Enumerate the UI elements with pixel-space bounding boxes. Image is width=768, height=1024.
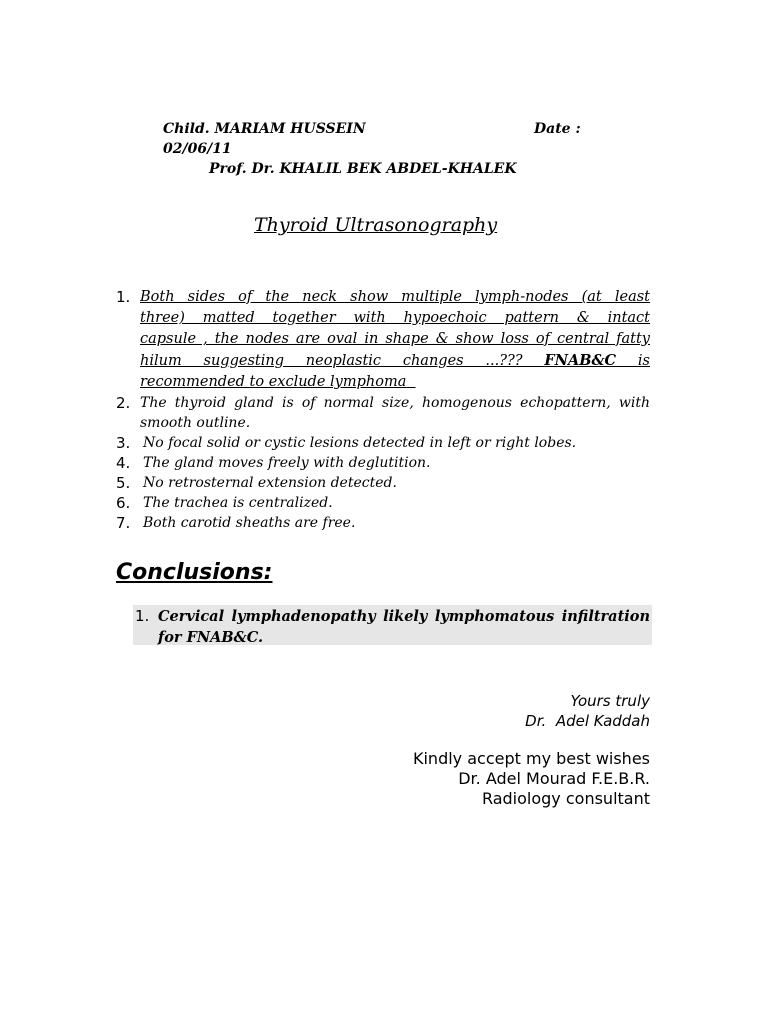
finding-number: 3. <box>116 434 131 452</box>
signatory-name: Dr. Adel Kaddah <box>525 712 650 730</box>
finding-number: 7. <box>116 514 131 532</box>
consultant-title: Radiology consultant <box>481 789 650 808</box>
finding-line: hilum suggesting neoplastic changes ...??? FNAB&C is <box>140 352 651 369</box>
closing-wishes: Kindly accept my best wishes <box>412 749 650 768</box>
finding-item-4 <box>116 453 650 473</box>
finding-item-5 <box>116 473 650 493</box>
finding-number: 2. <box>116 394 131 412</box>
date-value: 02/06/11 <box>163 141 232 157</box>
finding-item-1 <box>116 287 650 393</box>
finding-text: No retrosternal extension detected. <box>143 475 397 491</box>
signature-block-2 <box>413 749 650 809</box>
finding-text: The gland moves freely with deglutition. <box>143 455 431 471</box>
finding-line: three) matted together with hypoechoic pattern & intact <box>140 310 650 326</box>
finding-line: Both sides of the neck show multiple lymph-nodes (at least <box>140 289 650 305</box>
finding-text: The thyroid gland is of normal size, homogenous echopattern, with smooth outline. <box>140 395 650 431</box>
finding-item-7 <box>116 513 650 533</box>
finding-text: Both carotid sheaths are free. <box>143 515 356 531</box>
fnabc-bold: FNAB&C <box>544 352 617 369</box>
finding-number: 5. <box>116 474 131 492</box>
finding-item-3 <box>116 433 650 453</box>
finding-text: The trachea is centralized. <box>143 495 333 511</box>
conclusion-number: 1. <box>135 607 150 625</box>
referring-doctor: Prof. Dr. KHALIL BEK ABDEL-KHALEK <box>209 161 517 177</box>
conclusion-item-1 <box>158 606 650 648</box>
findings-list <box>116 287 650 393</box>
date-label: Date : <box>534 121 581 137</box>
finding-number: 6. <box>116 494 131 512</box>
finding-item-2 <box>116 393 650 433</box>
signature-block-1 <box>525 691 650 731</box>
conclusion-line: Cervical lymphadenopathy likely lymphomatous infiltration <box>158 608 650 625</box>
consultant-name: Dr. Adel Mourad F.E.B.R. <box>458 769 650 788</box>
finding-line: recommended to exclude lymphoma <box>140 374 407 390</box>
finding-number: 4. <box>116 454 131 472</box>
conclusions-heading: Conclusions: <box>116 560 273 585</box>
closing-line: Yours truly <box>570 692 650 710</box>
finding-number: 1. <box>116 288 131 306</box>
finding-line: capsule , the nodes are oval in shape & show loss of central fatty <box>140 331 650 347</box>
findings-list-continued <box>116 393 650 533</box>
patient-name: Child. MARIAM HUSSEIN <box>163 121 366 137</box>
report-title: Thyroid Ultrasonography <box>254 214 498 236</box>
finding-text: No focal solid or cystic lesions detected in left or right lobes. <box>143 435 577 451</box>
finding-item-6 <box>116 493 650 513</box>
conclusion-line: for FNAB&C. <box>158 629 264 646</box>
